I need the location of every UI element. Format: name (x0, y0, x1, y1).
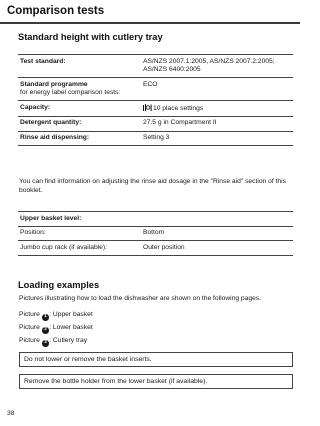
basket-label: Jumbo cup rack (if available): (20, 243, 107, 251)
picture-number-icon: 2 (44, 327, 47, 332)
basket-value: Bottom (143, 229, 165, 237)
place-settings-icon (143, 104, 152, 113)
picture-line (19, 311, 93, 321)
note-box: Remove the bottle holder from the lower basket (if available). (19, 374, 293, 389)
spec-value: ECO (143, 80, 158, 88)
picture-number-icon: 3 (44, 340, 47, 345)
spec-value: 27.5 g in Compartment II (143, 119, 217, 127)
picture-prefix: Picture (19, 337, 40, 344)
basket-label: Position: (20, 229, 46, 237)
spec-table (18, 54, 293, 146)
spec-value-cell (143, 104, 293, 114)
picture-caption: : Upper basket (49, 311, 93, 318)
picture-prefix: Picture (19, 324, 40, 331)
spec-label-cell (20, 81, 143, 98)
spec-row-test-standard (18, 55, 293, 78)
standard-heading: Standard height with cutlery tray (18, 32, 163, 42)
spec-row-detergent (18, 117, 293, 132)
spec-row-capacity (18, 101, 293, 117)
note-box: Do not lower or remove the basket inserts. (19, 352, 293, 367)
loading-intro: Pictures illustrating how to load the dishwasher are shown on the following pages. (19, 295, 262, 302)
page-title: Comparison tests (7, 5, 105, 17)
picture-line (19, 337, 87, 347)
rinse-aid-info: You can find information on adjusting the rinse aid dosage in the "Rinse aid" section of this booklet. (19, 178, 286, 194)
spec-label: Test standard: (20, 57, 66, 65)
spec-label: Capacity: (20, 103, 51, 111)
basket-row-cup-rack (18, 241, 293, 256)
basket-value: Outer position (143, 243, 185, 251)
spec-sublabel: for energy label comparison tests: (20, 89, 121, 97)
spec-row-rinse-aid (18, 132, 293, 147)
picture-prefix: Picture (19, 311, 40, 318)
spec-label: Rinse aid dispensing: (20, 134, 90, 142)
spec-label: Standard programme (20, 80, 88, 88)
picture-caption: : Lower basket (49, 324, 93, 331)
upper-basket-heading: Upper basket level: (18, 212, 293, 227)
spec-label: Detergent quantity: (20, 119, 82, 127)
picture-caption: : Cutlery tray (49, 337, 88, 344)
title-rule (0, 22, 300, 24)
spec-value: 10 place settings (153, 104, 204, 112)
loading-heading: Loading examples (18, 280, 100, 290)
picture-number-icon: 1 (44, 314, 47, 319)
picture-line (19, 324, 93, 334)
basket-row-position (18, 227, 293, 242)
page-number: 38 (7, 410, 15, 417)
spec-value: Setting 3 (143, 134, 170, 142)
spec-value: AS/NZS 2007.1:2005, AS/NZS 2007.2:2005; AS/NZS 6400:2005 (143, 57, 275, 74)
spec-row-programme (18, 78, 293, 101)
upper-basket-table (18, 211, 293, 256)
